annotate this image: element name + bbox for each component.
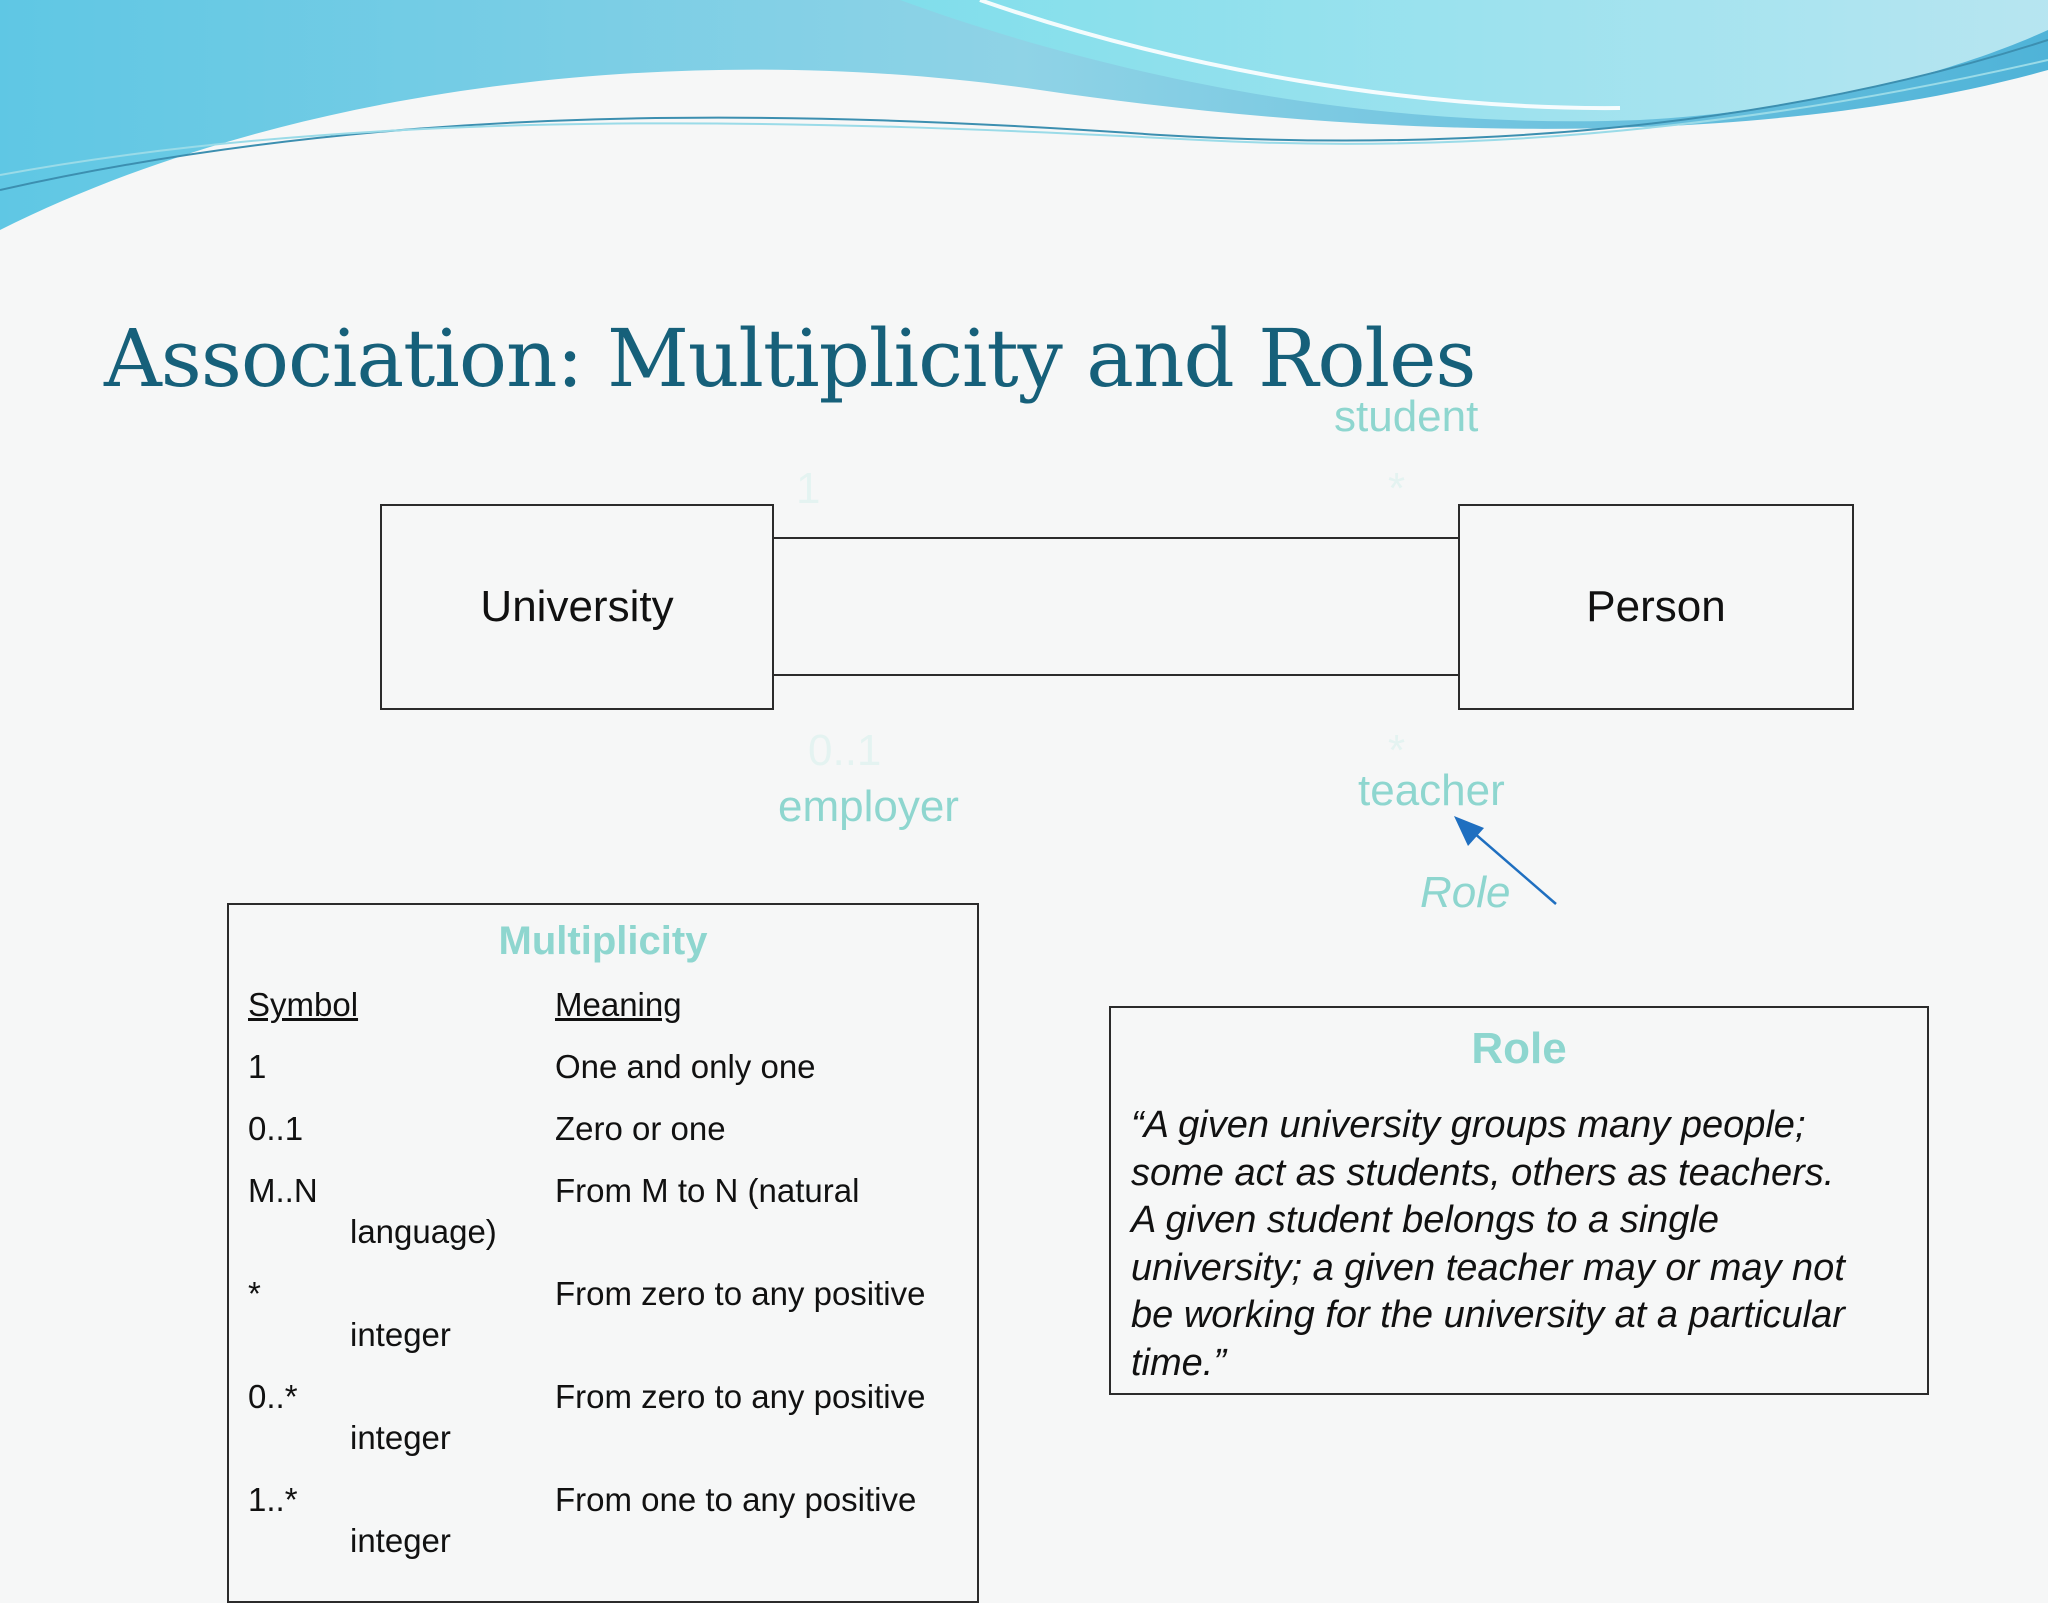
table-row-symbol: * [248, 1275, 261, 1312]
table-row-meaning-continuation: integer [350, 1316, 451, 1353]
quote-line: “A given university groups many people; [1131, 1104, 1806, 1146]
table-row-symbol: 0..1 [248, 1110, 304, 1147]
quote-line: some act as students, others as teachers. [1131, 1151, 1835, 1194]
quote-line: time.” [1131, 1341, 1226, 1384]
table-row-symbol: M..N [248, 1172, 318, 1209]
role-definition-panel [1109, 1006, 1929, 1395]
association-line-student [774, 537, 1458, 539]
table-row-symbol: 1..* [248, 1481, 298, 1518]
table-row-meaning: From zero to any positive [555, 1275, 926, 1312]
table-row-meaning: One and only one [555, 1048, 816, 1085]
multiplicity-panel-heading: Multiplicity [498, 919, 708, 963]
role-pointer-arrow-icon [1440, 808, 1570, 918]
table-row-meaning: From zero to any positive [555, 1378, 926, 1415]
table-row-meaning: From one to any positive [555, 1481, 917, 1518]
table-row-meaning-continuation: language) [350, 1213, 497, 1250]
table-row-meaning-continuation: integer [350, 1419, 451, 1456]
column-header-symbol: Symbol [248, 986, 359, 1023]
multiplicity-label-university-student: 1 [796, 464, 821, 513]
table-row-symbol: 1 [248, 1048, 267, 1085]
role-panel-heading: Role [1471, 1024, 1567, 1073]
table-row-symbol: 0..* [248, 1378, 298, 1415]
quote-line: university; a given teacher may or may not [1131, 1246, 1845, 1289]
table-row-meaning: Zero or one [555, 1110, 726, 1147]
association-line-teacher [774, 674, 1458, 676]
multiplicity-label-person-student: * [1388, 464, 1406, 513]
class-box-university: University [380, 504, 774, 710]
role-label-student: student [1334, 392, 1479, 441]
header-wave-decoration [0, 0, 2048, 260]
role-label-employer: employer [778, 782, 959, 831]
multiplicity-legend-panel [227, 903, 979, 1603]
quote-line: A given student belongs to a single [1131, 1199, 1719, 1241]
class-box-person: Person [1458, 504, 1854, 710]
multiplicity-label-person-teacher: * [1388, 726, 1406, 775]
column-header-meaning: Meaning [555, 986, 682, 1023]
role-annotation-label: Role [1420, 868, 1511, 917]
slide-title: Association: Multiplicity and Roles [104, 312, 1476, 405]
table-row-meaning-continuation: integer [350, 1522, 451, 1559]
multiplicity-label-university-teacher: 0..1 [808, 726, 882, 775]
table-row-meaning: From M to N (natural [555, 1172, 860, 1209]
role-label-teacher: teacher [1358, 766, 1505, 815]
quote-line: be working for the university at a particular [1131, 1294, 1845, 1336]
role-definition-quote [1131, 1102, 1907, 1387]
